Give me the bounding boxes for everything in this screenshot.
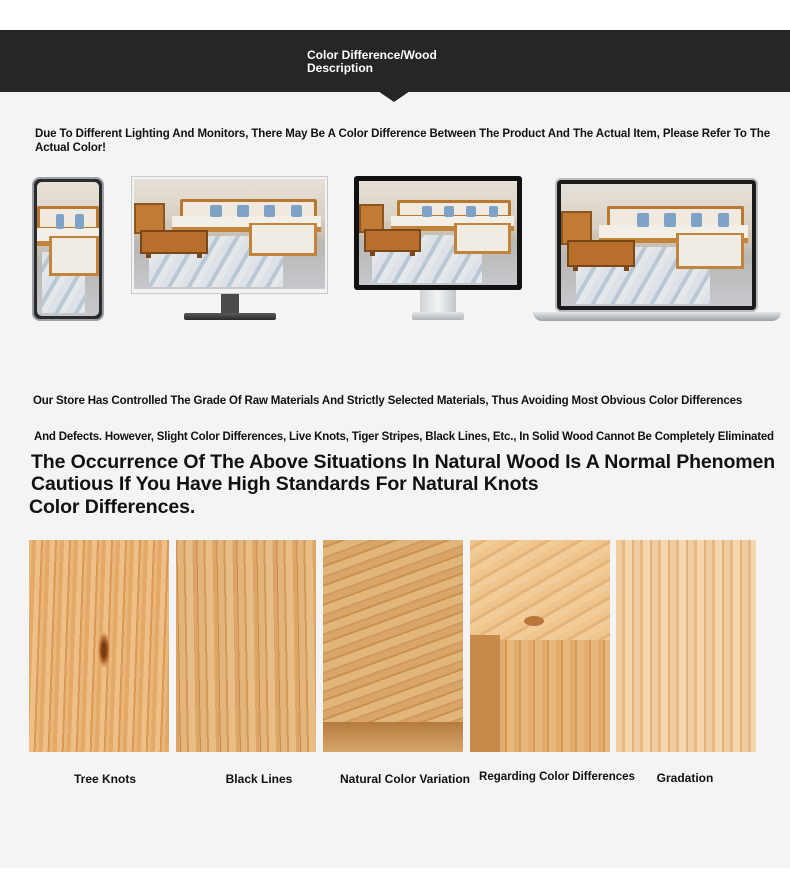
monitor-base xyxy=(184,313,276,320)
sofa-product-photo xyxy=(37,182,99,316)
materials-paragraph: Our Store Has Controlled The Grade Of Raw Materials And Strictly Selected Materials, Thus Avoiding Most Obvious Color Differences xyxy=(33,395,743,407)
sample-label: Black Lines xyxy=(225,772,293,786)
sample-label: Tree Knots xyxy=(73,772,136,786)
defects-paragraph: And Defects. However, Slight Color Differences, Live Knots, Tiger Stripes, Black Lines, Etc., In Solid Wood Cannot Be Completely Eliminated xyxy=(34,431,774,443)
headline-line-3: Color Differences. xyxy=(29,496,196,518)
sofa-product-photo xyxy=(359,181,517,285)
bottom-spacer xyxy=(0,868,790,876)
laptop-base xyxy=(533,312,781,321)
monitor-silver-stand-image xyxy=(354,176,522,290)
gradation-sample-image xyxy=(616,540,756,752)
headline-line-2: Cautious If You Have High Standards For Natural Knots xyxy=(31,473,539,495)
black-lines-sample-image xyxy=(176,540,316,752)
sample-label: Natural Color Variation xyxy=(339,772,471,786)
color-difference-notice: Due To Different Lighting And Monitors, There May Be A Color Difference Between The Product And The Actual Item, Please Refer To The Actual Color! xyxy=(35,128,771,154)
sofa-product-photo xyxy=(134,179,325,289)
tree-knots-sample-image xyxy=(29,540,169,752)
monitor-black-stand-image xyxy=(131,176,328,294)
header-pointer xyxy=(378,91,410,102)
headline-line-1: The Occurrence Of The Above Situations In Natural Wood Is A Normal Phenomen xyxy=(31,451,776,473)
sample-label: Gradation xyxy=(656,771,714,785)
natural-color-variation-sample-image xyxy=(323,540,463,752)
monitor-base xyxy=(412,312,464,320)
color-differences-sample-image xyxy=(470,540,610,752)
top-spacer xyxy=(0,0,790,30)
phone-device-image xyxy=(32,177,104,321)
laptop-device-image xyxy=(555,178,758,312)
section-title: Color Difference/Wood Description xyxy=(307,48,437,75)
monitor-stand xyxy=(221,294,239,314)
sofa-product-photo xyxy=(561,184,752,306)
sample-label: Regarding Color Differences xyxy=(479,771,635,783)
monitor-stand xyxy=(420,290,456,314)
